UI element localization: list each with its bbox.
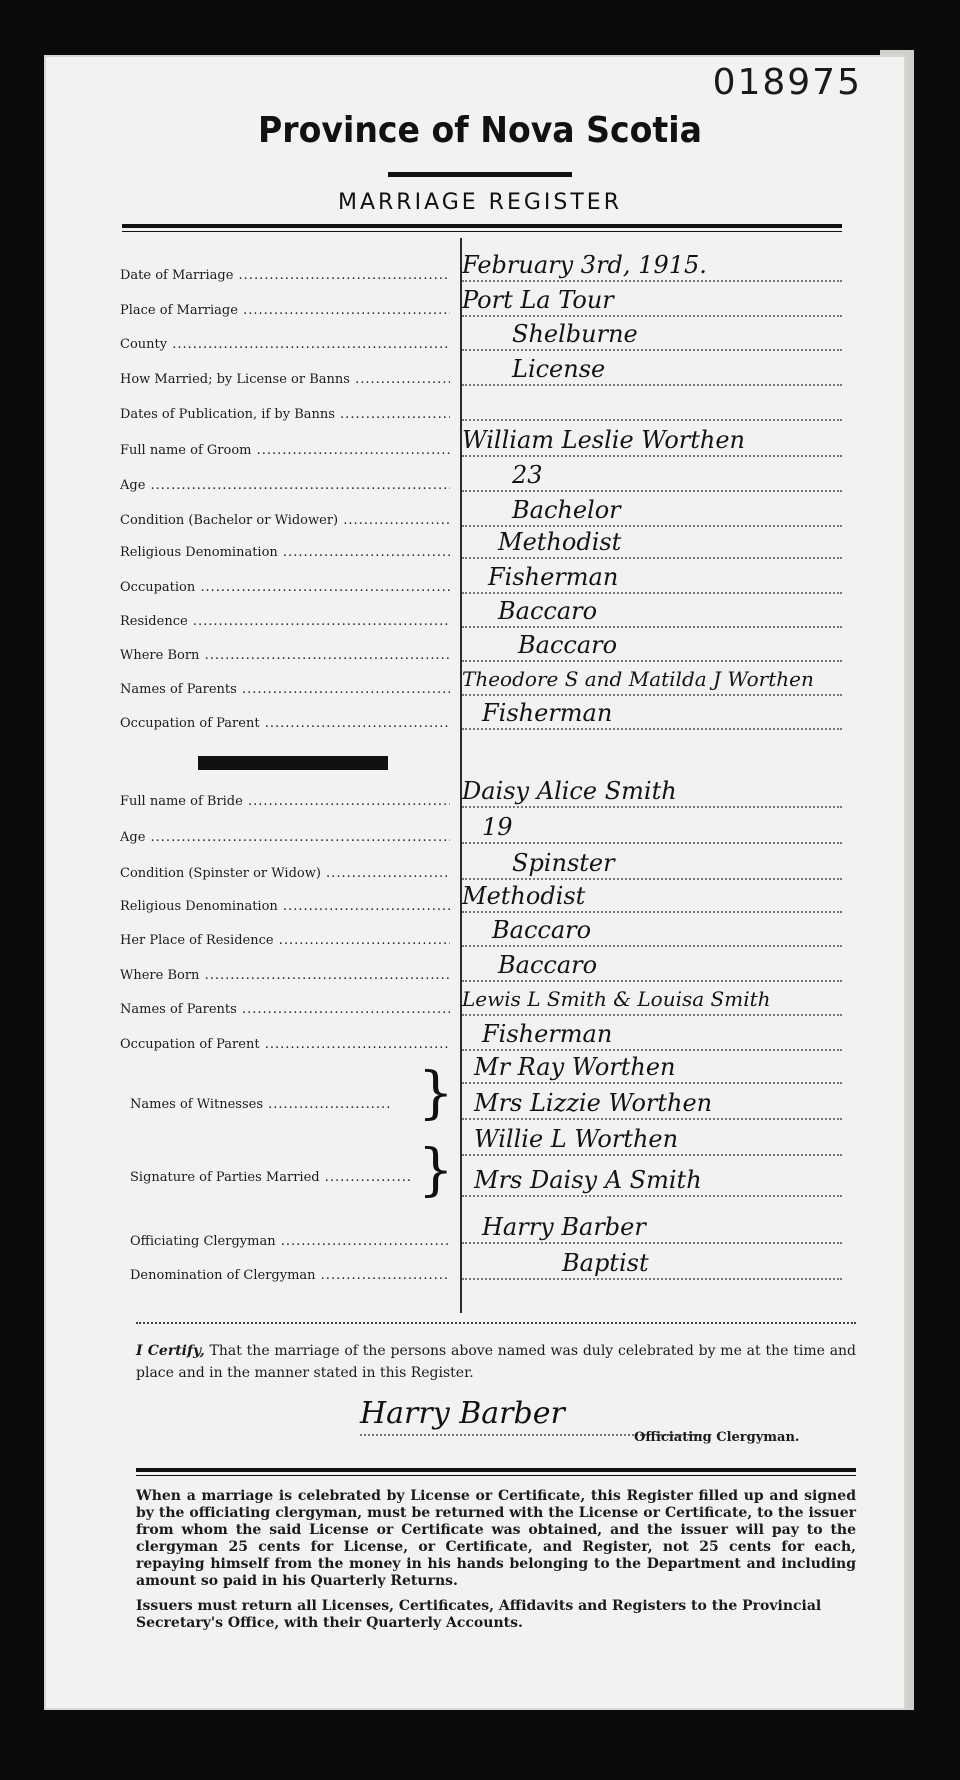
groom-parent-occupation-value: Fisherman [462,698,842,730]
footer-rule-thin [136,1475,856,1476]
publication-dates-label: Dates of Publication, if by Banns ..... [120,407,450,422]
groom-age-label: Age ..... [120,478,450,493]
bride-parent-occupation-value: Fisherman [462,1019,842,1051]
groom-residence-value: Baccaro [462,596,842,628]
groom-condition-value: Bachelor [462,495,842,527]
how-married-label: How Married; by License or Banns ..... [120,372,450,387]
certify-separator [136,1322,856,1324]
certify-body: That the marriage of the persons above named was duly celebrated by me at the time and place and in the manner stated in this Register. [136,1343,857,1381]
footer-rule [136,1468,856,1472]
section-divider-bar [198,756,388,770]
clergy-denomination-value: Baptist [462,1248,842,1280]
bride-condition-value: Spinster [462,848,842,880]
witness-1-value: Mr Ray Worthen [462,1052,842,1084]
clergy-denomination-label: Denomination of Clergyman ..... [130,1268,450,1283]
witnesses-label: Names of Witnesses ..... [130,1097,390,1112]
groom-occupation-label: Occupation ..... [120,580,450,595]
signature-bride-value: Mrs Daisy A Smith [462,1165,842,1197]
header-rule-thin [122,231,842,232]
bride-parent-occupation-label: Occupation of Parent ..... [120,1037,450,1052]
date-of-marriage-value: February 3rd, 1915. [462,250,842,282]
clergyman-label: Officiating Clergyman ..... [130,1234,450,1249]
serial-number: 018975 [712,62,862,103]
certification-text [136,1340,856,1384]
bride-age-value: 19 [462,812,842,844]
place-of-marriage-label: Place of Marriage ..... [120,303,450,318]
header-rule [122,224,842,228]
groom-parents-value: Theodore S and Matilda J Worthen [462,664,842,696]
date-of-marriage-label: Date of Marriage ..... [120,268,450,283]
county-value: Shelburne [462,319,842,351]
groom-age-value: 23 [462,460,842,492]
page-title: Province of Nova Scotia [258,110,702,151]
publication-dates-value [462,389,842,421]
certify-signature-label: Officiating Clergyman. [634,1430,800,1445]
bride-residence-label: Her Place of Residence ..... [120,933,450,948]
signature-groom-value: Willie L Worthen [462,1124,842,1156]
return-instructions: When a marriage is celebrated by License or Certificate, this Register filled up and signed by the officiating clergyman, must be returned with the License or Certificate, to the issuer from whom the said License or Certificate was obtained, and the issuer will pay to the clergyman 25 cents for License, or Certificate, and Register, not 25 cents for each, repaying himself from the money in his hands belonging to the Department and including amount so paid in his Quarterly Returns. [136,1488,856,1589]
bride-religion-label: Religious Denomination ..... [120,899,450,914]
bride-name-value: Daisy Alice Smith [462,776,842,808]
bride-residence-value: Baccaro [462,915,842,947]
bride-parents-label: Names of Parents ..... [120,1002,450,1017]
bride-religion-value: Methodist [462,881,842,913]
groom-residence-label: Residence ..... [120,614,450,629]
signatures-brace: } [418,1138,454,1203]
groom-parent-occupation-label: Occupation of Parent ..... [120,716,450,731]
witnesses-brace: } [418,1061,454,1126]
groom-religion-value: Methodist [462,527,842,559]
form-subtitle: MARRIAGE REGISTER [337,190,622,215]
bride-name-label: Full name of Bride ..... [120,794,450,809]
groom-condition-label: Condition (Bachelor or Widower) ..... [120,513,450,528]
county-label: County ..... [120,337,450,352]
issuer-return-note: Issuers must return all Licenses, Certificates, Affidavits and Registers to the Provincial Secretary's Office, with their Quarterly Accounts. [136,1598,822,1631]
groom-parents-label: Names of Parents ..... [120,682,450,697]
groom-religion-label: Religious Denomination ..... [120,545,450,560]
bride-birthplace-label: Where Born ..... [120,968,450,983]
bride-birthplace-value: Baccaro [462,950,842,982]
signatures-label: Signature of Parties Married ..... [130,1170,410,1185]
groom-occupation-value: Fisherman [462,562,842,594]
bride-condition-label: Condition (Spinster or Widow) ..... [120,866,450,881]
groom-name-value: William Leslie Worthen [462,425,842,457]
witness-2-value: Mrs Lizzie Worthen [462,1088,842,1120]
bride-parents-value: Lewis L Smith & Louisa Smith [462,984,842,1016]
clergyman-value: Harry Barber [462,1212,842,1244]
certify-lead: I Certify, [136,1343,205,1359]
how-married-value: License [462,354,842,386]
place-of-marriage-value: Port La Tour [462,285,842,317]
certify-signature: Harry Barber [360,1396,710,1436]
groom-birthplace-value: Baccaro [462,630,842,662]
groom-name-label: Full name of Groom ..... [120,443,450,458]
bride-age-label: Age ..... [120,830,450,845]
groom-birthplace-label: Where Born ..... [120,648,450,663]
title-rule [388,172,572,177]
